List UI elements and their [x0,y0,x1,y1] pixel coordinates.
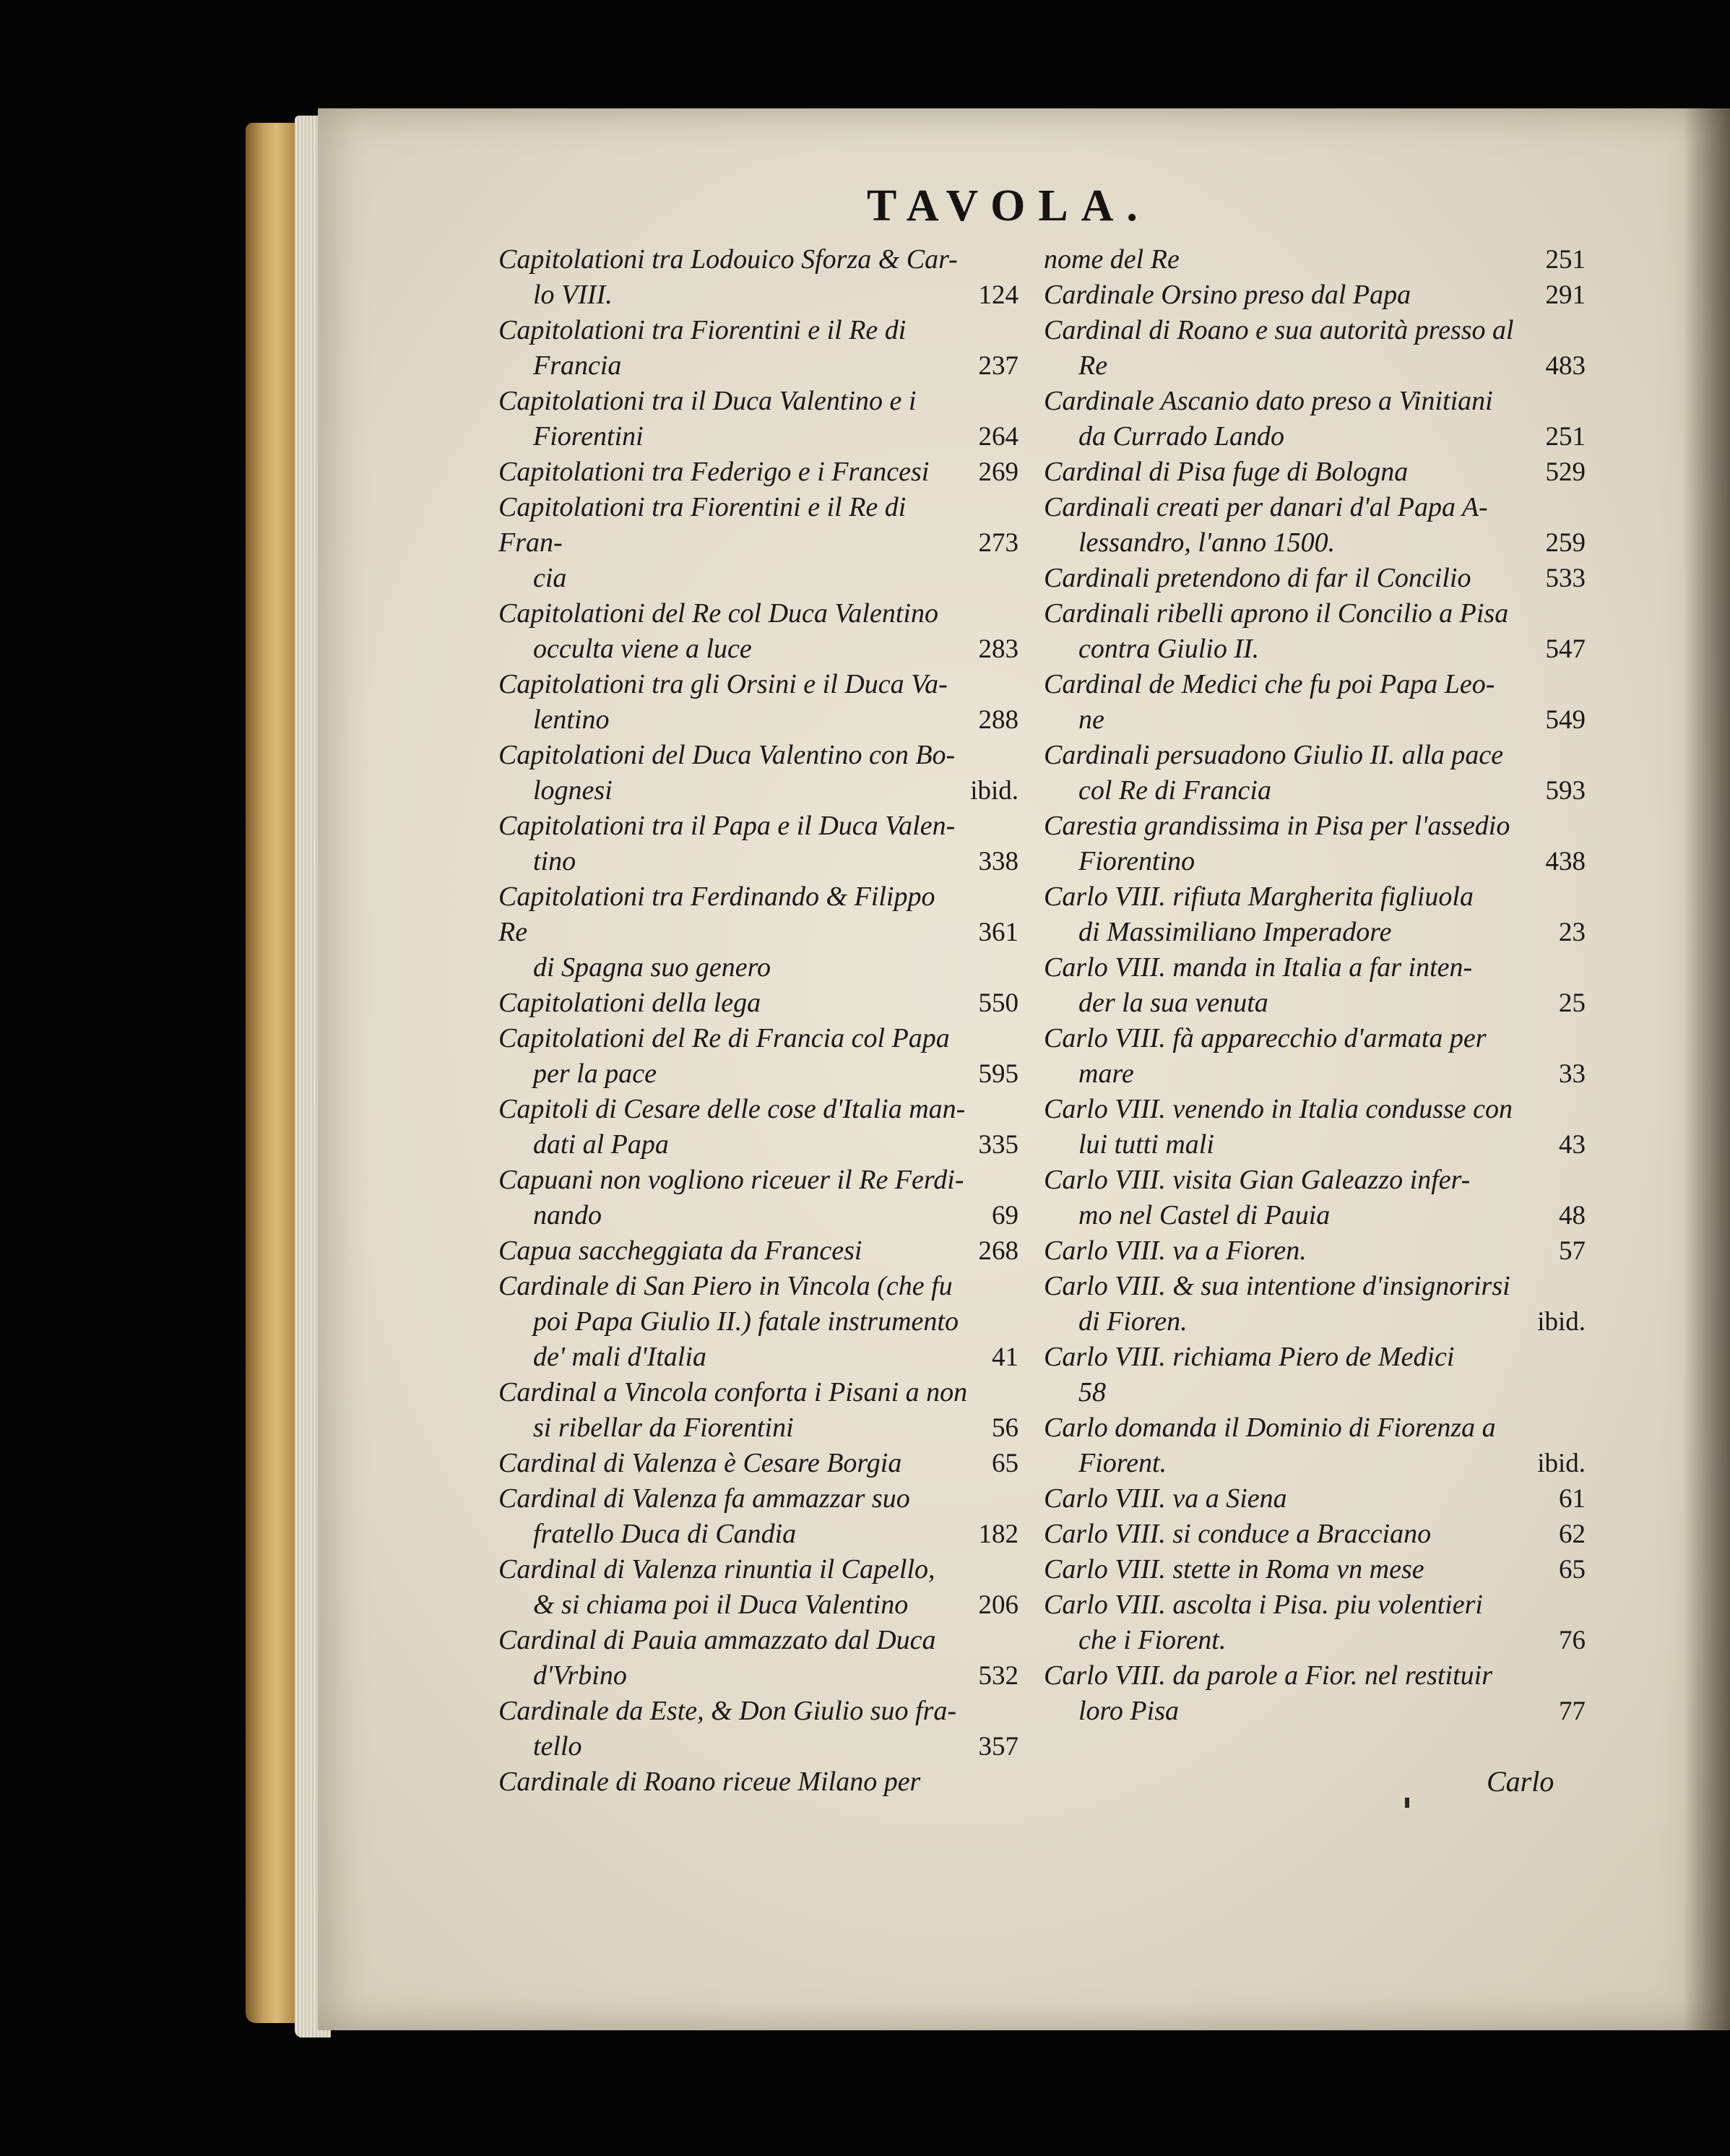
index-entry [1044,1021,1586,1092]
page-gutter-shadow [1683,108,1730,2030]
index-entry [1044,879,1586,950]
entry-title: nome del Re [1044,244,1180,275]
entry-continuation: Fiorentino [1078,846,1195,876]
page-number: 335 [978,1130,1018,1160]
entry-title: Capitolationi tra il Duca Valentino e i [498,386,917,416]
page-number: 361 [978,918,1018,947]
entry-title: Cardinali persuadono Giulio II. alla pace [1044,740,1504,770]
page-number: ibid. [1537,1449,1586,1478]
index-entry [498,1163,1018,1233]
index-entry [1044,1658,1586,1729]
index-entry [498,1694,1018,1764]
entry-title: Carlo VIII. venendo in Italia condusse con [1044,1094,1513,1124]
entry-title: Capitolationi tra Ferdinando & Filippo Re [498,881,935,947]
entry-title: Carlo VIII. stette in Roma vn mese [1044,1554,1424,1584]
page-number: 251 [1545,245,1586,275]
index-entry [1044,1587,1586,1658]
index-entry [1044,1340,1586,1410]
entry-title: Carlo VIII. ascolta i Pisa. piu volentieri [1044,1590,1483,1620]
entry-title: Cardinal a Vincola conforta i Pisani a non [498,1377,968,1407]
entry-continuation: ne [1078,704,1104,735]
page-number: 61 [1559,1484,1586,1514]
index-entry [498,808,1018,879]
entry-continuation: col Re di Francia [1078,775,1271,806]
entry-continuation: cia [533,563,567,593]
entry-title: Cardinali pretendono di far il Concilio [1044,563,1471,593]
page-number: 41 [992,1342,1018,1372]
entry-continuation: lognesi [533,775,613,806]
page-number: 529 [1545,457,1586,487]
page-number: 57 [1559,1236,1586,1266]
index-entry [1044,1163,1586,1233]
page-number: 206 [978,1590,1018,1620]
entry-title: Carlo VIII. & sua intentione d'insignorirsi [1044,1271,1510,1301]
entry-continuation: occulta viene a luce [533,634,752,664]
page-number: 264 [978,422,1018,452]
entry-title: Capitolationi tra Fiorentini e il Re di [498,315,907,345]
index-column-right [1044,242,1586,1729]
index-entry [498,384,1018,454]
entry-continuation: Re [1078,350,1108,381]
page-number: 547 [1545,634,1586,664]
entry-title: Capuani non vogliono riceuer il Re Ferdi- [498,1165,964,1195]
entry-title: Capitolationi del Re di Francia col Papa [498,1023,950,1053]
page-number: 56 [992,1413,1018,1443]
index-entry [1044,242,1586,277]
index-entry [1044,277,1586,313]
entry-title: Cardinali creati per danari d'al Papa A- [1044,492,1488,522]
page-number: 532 [978,1661,1018,1691]
index-entry [498,1269,1018,1375]
index-entry [498,242,1018,313]
book-binding [246,123,298,2023]
index-entry [1044,738,1586,808]
entry-continuation: poi Papa Giulio II.) fatale instrumento [533,1306,959,1337]
entry-title: Cardinali ribelli aprono il Concilio a Pisa [1044,598,1509,629]
page-number: 291 [1545,280,1586,310]
entry-continuation: che i Fiorent. [1078,1625,1227,1655]
entry-continuation: Fiorent. [1078,1448,1167,1478]
page-number: 33 [1559,1059,1586,1089]
entry-continuation: lui tutti mali [1078,1129,1214,1160]
index-entry [498,879,1018,986]
entry-title: Carlo VIII. richiama Piero de Medici [1044,1342,1455,1372]
page-number: 549 [1545,705,1586,735]
entry-title: Cardinal di Valenza fa ammazzar suo [498,1483,910,1514]
index-entry [1044,1481,1586,1517]
page-number: 550 [978,988,1018,1018]
page-number: 65 [992,1449,1018,1478]
catchword: Carlo [1487,1765,1554,1798]
entry-title: Capitolationi tra Lodouico Sforza & Car- [498,244,958,275]
page-number: 533 [1545,564,1586,593]
entry-continuation: di Fioren. [1078,1306,1188,1337]
index-entry [1044,1233,1586,1269]
entry-continuation: d'Vrbino [533,1660,627,1691]
index-column-left [498,242,1018,1800]
page-number: ibid. [1537,1307,1586,1337]
entry-continuation: tello [533,1731,582,1762]
page-number: 69 [992,1201,1018,1230]
entry-title: Cardinale da Este, & Don Giulio suo fra- [498,1696,957,1726]
page-number: 483 [1545,351,1586,381]
page-number: 288 [978,705,1018,735]
entry-title: Cardinale Orsino preso dal Papa [1044,280,1411,310]
index-entry [1044,1269,1586,1340]
entry-continuation: loro Pisa [1078,1696,1179,1726]
entry-continuation: mo nel Castel di Pauia [1078,1200,1331,1230]
entry-title: Carlo VIII. va a Siena [1044,1483,1287,1514]
index-entry [498,1092,1018,1163]
entry-title: Cardinale di San Piero in Vincola (che fu [498,1271,953,1301]
index-entry [498,738,1018,808]
entry-continuation: dati al Papa [533,1129,669,1160]
page-number: 77 [1559,1696,1586,1726]
index-entry [498,1375,1018,1446]
entry-continuation: contra Giulio II. [1078,634,1260,664]
index-entry [498,1764,1018,1800]
entry-title: Carlo VIII. va a Fioren. [1044,1236,1307,1266]
page-number: 595 [978,1059,1018,1089]
entry-continuation: der la sua venuta [1078,988,1268,1018]
entry-title: Cardinale di Roano riceue Milano per [498,1767,921,1797]
page-number: 283 [978,634,1018,664]
entry-title: Capitolationi tra Federigo e i Francesi [498,457,930,487]
page-number: 43 [1559,1130,1586,1160]
entry-title: Capitolationi tra il Papa e il Duca Valen- [498,811,956,841]
entry-title: Carlo VIII. rifiuta Margherita figliuola [1044,881,1474,912]
entry-continuation: fratello Duca di Candia [533,1519,797,1549]
index-entry [498,1623,1018,1694]
page-number: 65 [1559,1555,1586,1584]
index-entry [1044,1517,1586,1552]
entry-continuation: Fiorentini [533,421,644,452]
page-number: 357 [978,1732,1018,1762]
index-entry [498,490,1018,596]
entry-continuation: di Spagna suo genero [533,952,771,983]
page-number: 268 [978,1236,1018,1266]
index-entry [1044,313,1586,384]
entry-title: Carlo VIII. manda in Italia a far inten- [1044,952,1473,983]
index-entry [1044,561,1586,596]
index-entry [1044,808,1586,879]
entry-title: Capitolationi del Re col Duca Valentino [498,598,938,629]
entry-title: Carlo VIII. da parole a Fior. nel restituir [1044,1660,1492,1691]
entry-continuation: lessandro, l'anno 1500. [1078,527,1336,558]
page-number: ibid. [970,776,1018,806]
index-entry [498,986,1018,1021]
entry-title: Capitolationi tra Fiorentini e il Re di Fran- [498,492,907,558]
entry-continuation: di Massimiliano Imperadore [1078,917,1392,947]
index-entry [498,667,1018,738]
entry-title: Cardinal di Valenza rinuntia il Capello, [498,1554,935,1584]
index-entry [498,1021,1018,1092]
index-entry [1044,1092,1586,1163]
entry-title: Cardinal di Valenza è Cesare Borgia [498,1448,902,1478]
page-number: 338 [978,847,1018,876]
entry-title: Carlo VIII. fà apparecchio d'armata per [1044,1023,1487,1053]
entry-continuation: da Currado Lando [1078,421,1285,452]
entry-title: Carestia grandissima in Pisa per l'assedio [1044,811,1510,841]
page-number: 251 [1545,422,1586,452]
index-entry [498,1233,1018,1269]
entry-continuation: lentino [533,704,610,735]
page-number: 62 [1559,1519,1586,1549]
page-number: 438 [1545,847,1586,876]
index-entry [498,596,1018,667]
page-number: 273 [978,528,1018,558]
index-entry [1044,1410,1586,1481]
entry-continuation: si ribellar da Fiorentini [533,1413,794,1443]
entry-continuation: Francia [533,350,622,381]
page-number: 76 [1559,1626,1586,1655]
index-entry [498,1481,1018,1552]
entry-title: Capua saccheggiata da Francesi [498,1236,862,1266]
entry-continuation: mare [1078,1058,1134,1089]
entry-title: Carlo VIII. visita Gian Galeazzo infer- [1044,1165,1471,1195]
page-number: 48 [1559,1201,1586,1230]
index-entry [1044,596,1586,667]
page-number: 23 [1559,918,1586,947]
entry-title: Capitolationi tra gli Orsini e il Duca Va- [498,669,948,699]
entry-title: Cardinal de Medici che fu poi Papa Leo- [1044,669,1495,699]
index-entry [498,454,1018,490]
index-entry [1044,667,1586,738]
page-number: 124 [978,280,1018,310]
entry-continuation: tino [533,846,576,876]
entry-continuation: per la pace [533,1058,657,1089]
entry-continuation: 58 [1078,1377,1106,1407]
entry-continuation: nando [533,1200,602,1230]
index-entry [1044,384,1586,454]
index-entry [1044,1552,1586,1587]
entry-title: Capitoli di Cesare delle cose d'Italia man- [498,1094,966,1124]
entry-continuation: de' mali d'Italia [533,1342,707,1372]
page-number: 25 [1559,988,1586,1018]
page-number: 237 [978,351,1018,381]
entry-title: Cardinal di Roano e sua autorità presso al [1044,315,1514,345]
index-entry [1044,490,1586,561]
entry-title: Cardinale Ascanio dato preso a Vinitiani [1044,386,1493,416]
index-entry [1044,454,1586,490]
entry-title: Cardinal di Pauia ammazzato dal Duca [498,1625,936,1655]
page-number: 269 [978,457,1018,487]
entry-title: Carlo domanda il Dominio di Fiorenza a [1044,1413,1496,1443]
page-heading: TAVOLA. [867,181,1151,230]
index-entry [1044,950,1586,1021]
entry-continuation: & si chiama poi il Duca Valentino [533,1590,909,1620]
page-number: 182 [978,1519,1018,1549]
entry-title: Cardinal di Pisa fuge di Bologna [1044,457,1409,487]
entry-title: Carlo VIII. si conduce a Bracciano [1044,1519,1432,1549]
index-entry [498,1446,1018,1481]
index-entry [498,313,1018,384]
entry-title: Capitolationi del Duca Valentino con Bo- [498,740,956,770]
index-entry [498,1552,1018,1623]
entry-title: Capitolationi della lega [498,988,761,1018]
page-number: 259 [1545,528,1586,558]
entry-continuation: lo VIII. [533,280,613,310]
footer-mark [1405,1798,1409,1808]
page-number: 593 [1545,776,1586,806]
